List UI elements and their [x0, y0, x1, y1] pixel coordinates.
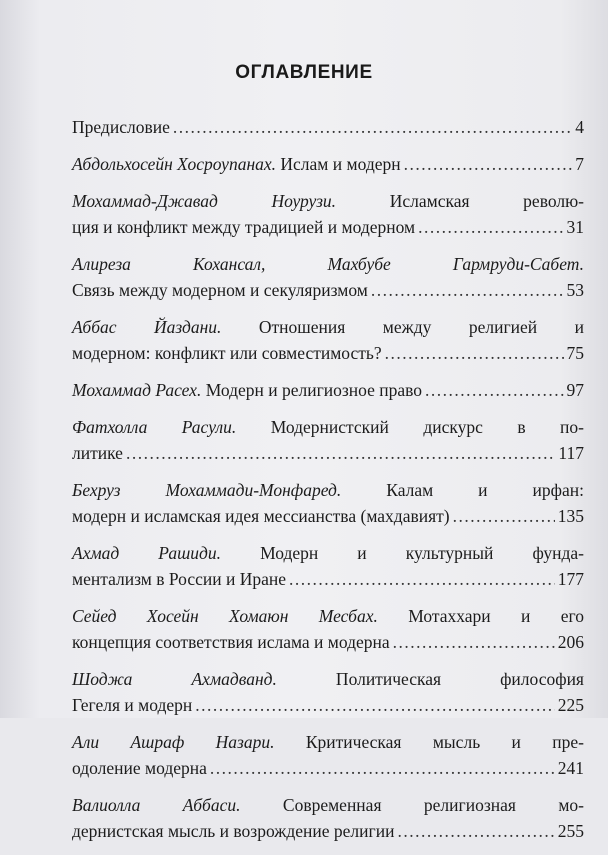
page-number: 241 — [557, 758, 584, 778]
dot-leader — [195, 692, 554, 718]
toc-entry — [72, 314, 584, 366]
entry-title: Мотаххари и его — [377, 606, 584, 626]
dot-leader — [126, 440, 555, 466]
toc-entry — [72, 729, 584, 781]
table-of-contents — [72, 114, 584, 855]
entry-author: Фатхолла Расули. — [72, 417, 237, 437]
entry-title: Исламская револю- — [336, 191, 584, 211]
entry-title-continued: одоление модерна — [72, 758, 207, 778]
entry-author: Алиреза Кохансал, Махбубе Гармруди-Сабет. — [72, 254, 584, 274]
entry-title: Предисловие — [72, 117, 170, 137]
dot-leader — [289, 566, 555, 592]
entry-title-continued: ция и конфликт между традицией и модерном — [72, 217, 416, 237]
entry-title-continued: Связь между модерном и секуляризмом — [72, 280, 368, 300]
entry-title: Современная религиозная мо- — [240, 795, 585, 815]
toc-entry — [72, 188, 584, 240]
page-number: 53 — [566, 280, 584, 300]
toc-entry — [72, 792, 584, 844]
entry-author: Али Ашраф Назари. — [72, 732, 275, 752]
dot-leader — [418, 214, 563, 240]
page-number: 4 — [575, 117, 584, 137]
dot-leader — [385, 340, 564, 366]
entry-title-continued: дернистская мысль и возрождение религии — [72, 821, 395, 841]
dot-leader — [453, 503, 555, 529]
dot-leader — [210, 755, 555, 781]
entry-title-continued: модерном: конфликт или совместимость? — [72, 343, 382, 363]
entry-title: Модернистский дискурс в по- — [236, 417, 584, 437]
entry-title-continued: модерн и исламская идея мессианства (махдавият) — [72, 506, 450, 526]
page-number: 97 — [566, 380, 584, 400]
page-number: 225 — [557, 695, 584, 715]
page-number: 206 — [557, 632, 584, 652]
dot-leader — [397, 818, 554, 844]
dot-leader — [393, 629, 555, 655]
toc-entry — [72, 151, 584, 177]
entry-author: Мохаммад-Джавад Ноурузи. — [72, 191, 337, 211]
entry-title: Отношения между религией и — [221, 317, 584, 337]
toc-entry — [72, 114, 584, 140]
page-number: 31 — [566, 217, 584, 237]
dot-leader — [425, 377, 563, 403]
toc-entry — [72, 414, 584, 466]
entry-title: Калам и ирфан: — [341, 480, 584, 500]
toc-entry — [72, 377, 584, 403]
page-number: 177 — [557, 569, 584, 589]
entry-title-continued: концепция соответствия ислама и модерна — [72, 632, 390, 652]
page-number: 75 — [566, 343, 584, 363]
entry-title: Политическая философия — [276, 669, 584, 689]
toc-entry — [72, 666, 584, 718]
entry-title: Ислам и модерн — [276, 154, 401, 174]
page-number: 117 — [558, 443, 584, 463]
entry-title: Критическая мысль и пре- — [274, 732, 584, 752]
toc-entry — [72, 251, 584, 303]
entry-title-continued: литике — [72, 443, 123, 463]
entry-title: Модерн и религиозное право — [201, 380, 423, 400]
entry-author: Абдольхосейн Хосроупанах. — [72, 154, 277, 174]
entry-author: Аббас Йаздани. — [72, 317, 222, 337]
page-number: 135 — [557, 506, 584, 526]
dot-leader — [404, 151, 573, 177]
entry-title-continued: Гегеля и модерн — [72, 695, 193, 715]
entry-title: Модерн и культурный фунда- — [221, 543, 584, 563]
entry-author: Мохаммад Расех. — [72, 380, 202, 400]
entry-author: Сейед Хосейн Хомаюн Месбах. — [72, 606, 378, 626]
dot-leader — [371, 277, 564, 303]
dot-leader — [173, 114, 572, 140]
page-number: 255 — [557, 821, 584, 841]
entry-author: Ахмад Рашиди. — [72, 543, 222, 563]
entry-author: Валиолла Аббаси. — [72, 795, 241, 815]
toc-heading: ОГЛАВЛЕНИЕ — [235, 62, 373, 83]
toc-entry — [72, 477, 584, 529]
toc-entry — [72, 603, 584, 655]
entry-author: Шоджа Ахмадванд. — [72, 669, 277, 689]
page-number: 7 — [575, 154, 584, 174]
toc-entry — [72, 540, 584, 592]
entry-author: Бехруз Мохаммади-Монфаред. — [72, 480, 342, 500]
entry-title-continued: ментализм в России и Иране — [72, 569, 286, 589]
